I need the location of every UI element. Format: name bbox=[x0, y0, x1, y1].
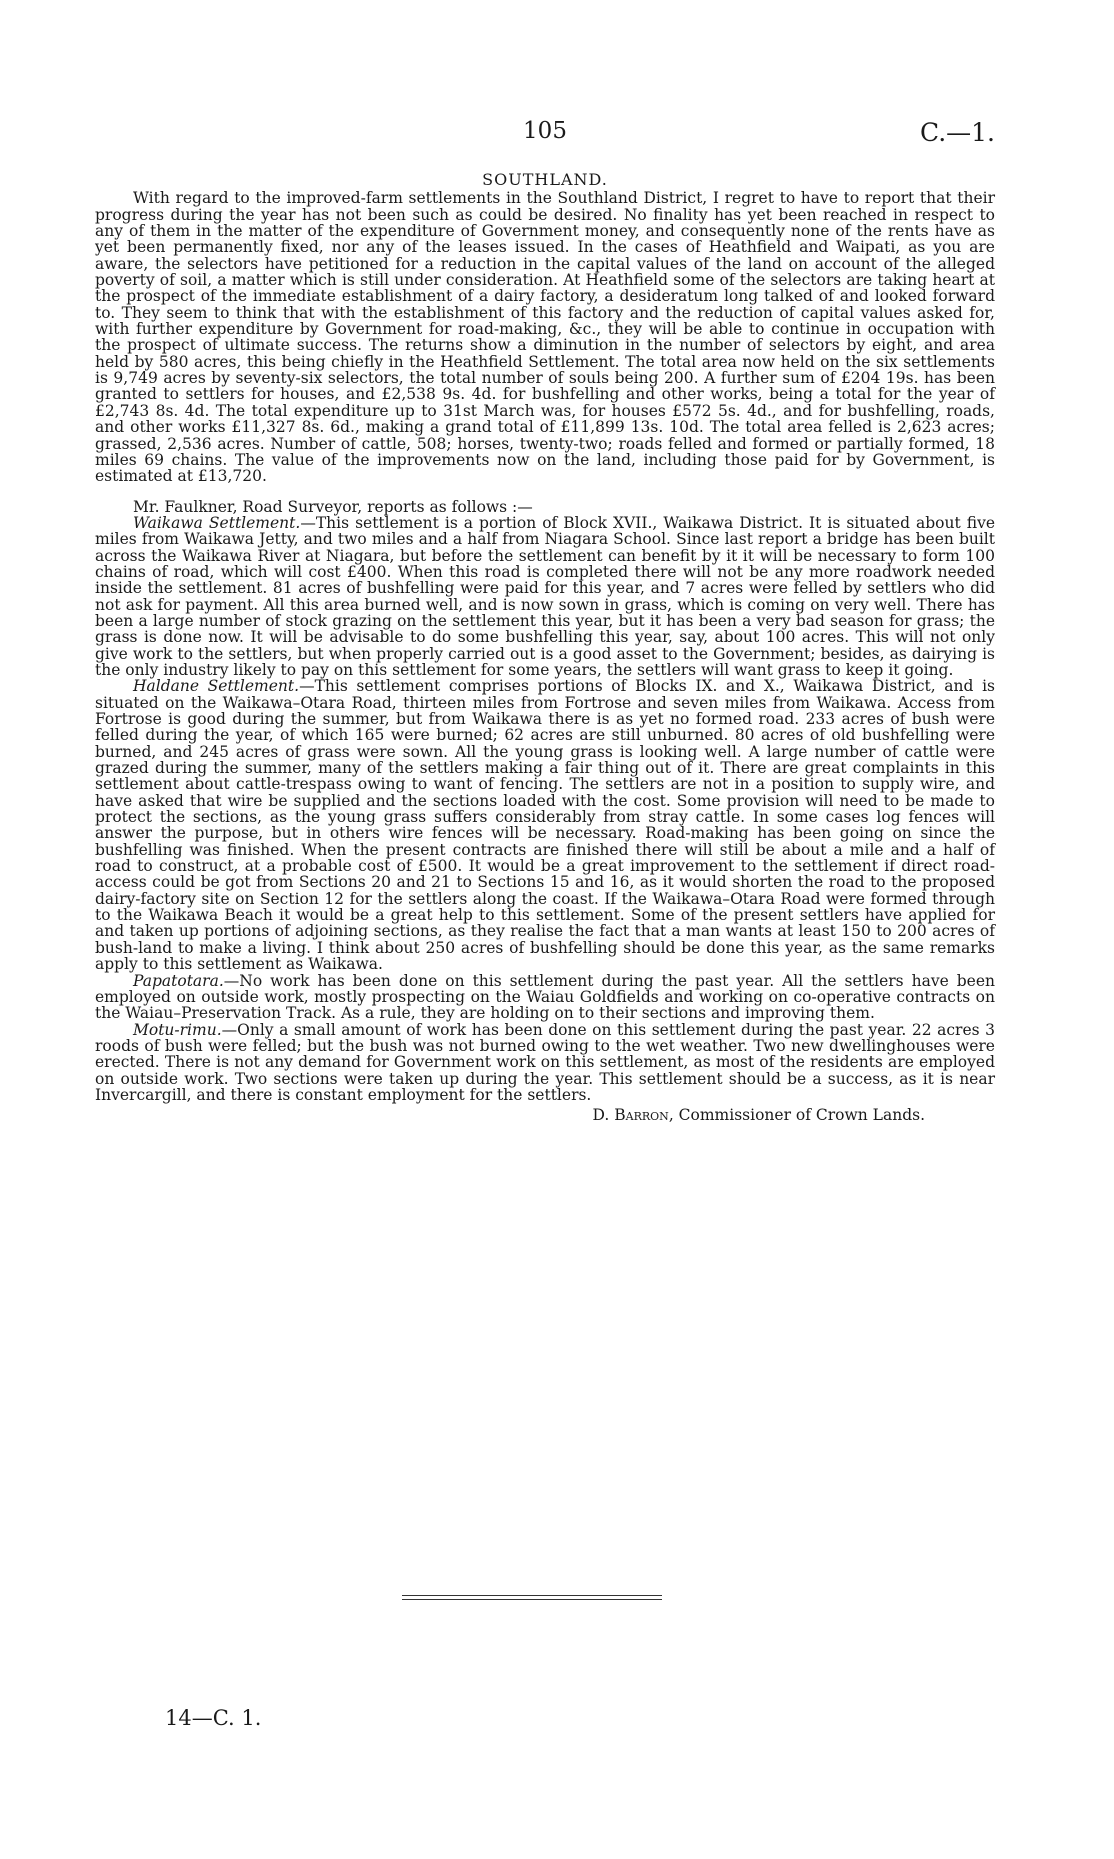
signature-title: , Commissioner of Crown Lands. bbox=[668, 1106, 925, 1125]
report-intro: Mr. Faulkner, Road Surveyor, reports as follows :— bbox=[133, 497, 533, 516]
settlement-name: Papatotara. bbox=[133, 971, 224, 990]
settlement-paragraph-papatotara bbox=[95, 973, 995, 1022]
document-reference: C.—1. bbox=[919, 118, 995, 147]
report-body bbox=[95, 172, 995, 1124]
intro-paragraph: With regard to the improved-farm settlements in the Southland District, I regret to have to report that their progress during the year has not been such as could be desired. No finality has yet been reached in respect to any of them in the matter of the expenditure of Government money, and consequently none of the rents have as yet been permanently fixed, nor any of the leases issued. In the cases of Heathfield and Waipati, as you are aware, the selectors have petitioned for a reduction in the capital values of the land on account of the alleged poverty of soil, a matter which is still under consideration. At Heathfield some of the selectors are taking heart at the prospect of the immediate establishment of a dairy factory, a desideratum long talked of and looked forward to. They seem to think that with the establishment of this factory and the reduction of capital values asked for, with further expenditure by Government for road-making, &c., they will be able to continue in occupation with the prospect of ultimate success. The returns show a diminution in the number of selectors by eight, and area held by 580 acres, this being chiefly in the Heathfield Settlement. The total area now held on the six settlements is 9,749 acres by seventy-six selectors, the total number of souls being 200. A further sum of £204 19s. has been granted to settlers for houses, and £2,538 9s. 4d. for bushfelling and other works, being a total for the year of £2,743 8s. 4d. The total expenditure up to 31st March was, for houses £572 5s. 4d., and for bushfelling, roads, and other works £11,327 8s. 6d., making a grand total of £11,899 13s. 10d. The total area felled is 2,623 acres; grassed, 2,536 acres. Number of cattle, 508; horses, twenty-two; roads felled and formed or partially formed, 18 miles 69 chains. The value of the improvements now on the land, including those paid for by Government, is estimated at £13,720. bbox=[95, 189, 995, 486]
page-number: 105 bbox=[523, 118, 567, 144]
printer-signature-mark: 14—C. 1. bbox=[165, 1706, 262, 1730]
settlement-name: Waikawa Settlement. bbox=[133, 513, 301, 532]
settlement-text: —No work has been done on this settlement during the past year. All the settlers have been employed on outside work, mostly prospecting on the Waiau Goldfields and working on co-operative contracts on the Waiau–Preservation Track. As a rule, they are holding on to their sections and improving them. bbox=[95, 971, 995, 1023]
page-header bbox=[95, 118, 995, 154]
settlement-paragraph-waikawa bbox=[95, 515, 995, 678]
settlement-text: —This settlement is a portion of Block XVII., Waikawa District. It is situated about five miles from Waikawa Jetty, and two miles and a half from Niagara School. Since last report a bridge has been built across the Waikawa River at Niagara, but before the settlement can benefit by it it will be necessary to form 100 chains of road, which will cost £400. When this road is completed there will not be any more roadwork needed inside the settlement. 81 acres of bushfelling were paid for this year, and 7 acres were felled by settlers who did not ask for payment. All this area burned well, and is now sown in grass, which is coming on very well. There has been a large number of stock grazing on the settlement this year, but it has been a very bad season for grass; the grass is done now. It will be advisable to do some bushfelling this year, say, about 100 acres. This will not only give work to the settlers, but when properly carried out is a good asset to the Government; besides, as dairying is the only industry likely to pay on this settlement for some years, the settlers will want grass to keep it going. bbox=[95, 513, 996, 679]
divider-rule-top bbox=[402, 1595, 662, 1596]
settlement-name: Motu-rimu. bbox=[133, 1020, 222, 1039]
signature-initial: D. bbox=[592, 1106, 615, 1125]
settlement-paragraph-haldane bbox=[95, 678, 995, 972]
settlement-text: —This settlement comprises portions of Blocks IX. and X., Waikawa District, and is situated on the Waikawa–Otara Road, thirteen miles from Fortrose and seven miles from Waikawa. Access from Fortrose is good during the summer, but from Waikawa there is as yet no formed road. 233 acres of bush were felled during the year, of which 165 were burned; 62 acres are still unburned. 80 acres of old bushfelling were burned, and 245 acres of grass were sown. All the young grass is looking well. A large number of cattle were grazed during the summer, many of the settlers making a fair thing out of it. There are great complaints in this settlement about cattle-trespass owing to want of fencing. The settlers are not in a position to supply wire, and have asked that wire be supplied and the sections loaded with the cost. Some provision will need to be made to protect the sections, as the young grass suffers considerably from stray cattle. In some cases log fences will answer the purpose, but in others wire fences will be necessary. Road-making has been going on since the bushfelling was finished. When the present contracts are finished there will still be about a mile and a half of road to construct, at a probable cost of £500. It would be a great improvement to the settlement if direct road-access could be got from Sections 20 and 21 to Sections 15 and 16, as it would shorten the road to the proposed dairy-factory site on Section 12 for the settlers along the coast. If the Waikawa–Otara Road were formed through to the Waikawa Beach it would be a great help to this settlement. Some of the present settlers have applied for and taken up portions of adjoining sections, as they realise the fact that a man wants at least 150 to 200 acres of bush-land to make a living. I think about 250 acres of bushfelling should be done this year, as the same remarks apply to this settlement as Waikawa. bbox=[95, 677, 995, 974]
settlement-paragraph-moturimu bbox=[95, 1022, 995, 1104]
signature-name: Barron bbox=[614, 1106, 669, 1125]
section-title: SOUTHLAND. bbox=[482, 170, 608, 189]
divider-rule-bottom bbox=[402, 1599, 662, 1600]
settlement-name: Haldane Settlement. bbox=[133, 677, 300, 696]
settlement-text: —Only a small amount of work has been done on this settlement during the past year. 22 acres 3 roods of bush were felled; but the bush was not burned owing to the wet weather. Two new dwellinghouses were erected. There is not any demand for Government work on this settlement, as most of the residents are employed on outside work. Two sections were taken up during the year. This settlement should be a success, as it is near Invercargill, and there is constant employment for the settlers. bbox=[95, 1020, 995, 1104]
signature-line bbox=[95, 1107, 995, 1123]
